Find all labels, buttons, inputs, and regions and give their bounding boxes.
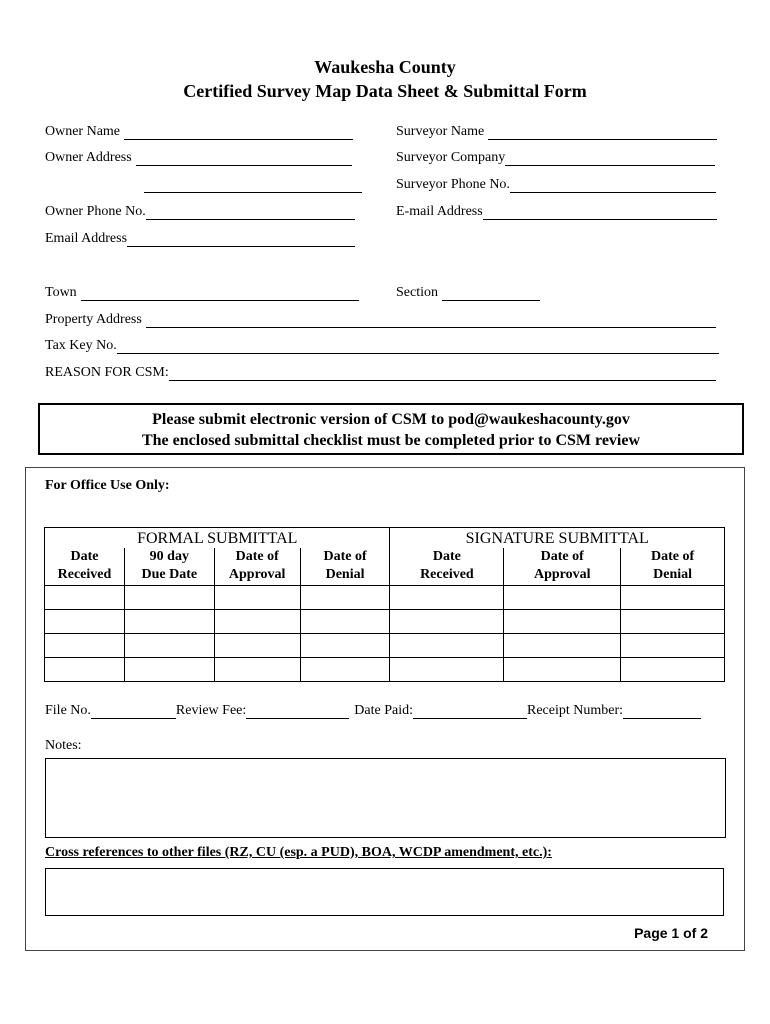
property-address-field[interactable] (146, 314, 716, 328)
table-cell[interactable] (390, 585, 504, 609)
table-cell[interactable] (300, 609, 390, 633)
submission-notice (38, 403, 744, 455)
owner-address-field[interactable] (136, 152, 352, 166)
owner-name-row (45, 122, 353, 140)
table-cell[interactable] (300, 657, 390, 681)
section-row (396, 283, 540, 301)
notes-box[interactable] (45, 758, 726, 838)
receipt-number-label: Receipt Number: (526, 703, 624, 718)
owner-address-field-2[interactable] (144, 179, 362, 193)
date-paid-label: Date Paid: (354, 703, 413, 718)
owner-address-row-2 (144, 175, 362, 193)
formal-submittal-header: FORMAL SUBMITTAL (45, 528, 390, 549)
town-field[interactable] (81, 287, 359, 301)
table-cell[interactable] (214, 657, 300, 681)
tax-key-field[interactable] (117, 340, 719, 354)
owner-phone-label: Owner Phone No. (45, 204, 146, 219)
town-row (45, 283, 359, 301)
signature-col-date-received: Date Received (390, 548, 504, 585)
table-cell[interactable] (621, 609, 725, 633)
table-cell[interactable] (214, 633, 300, 657)
surveyor-email-field[interactable] (483, 206, 717, 220)
date-paid-field[interactable] (413, 705, 527, 719)
surveyor-company-row (396, 148, 715, 166)
reason-label: REASON FOR CSM: (45, 365, 169, 380)
table-cell[interactable] (214, 585, 300, 609)
signature-submittal-header: SIGNATURE SUBMITTAL (390, 528, 725, 549)
fees-row (45, 701, 701, 719)
county-title: Waukesha County (314, 57, 456, 77)
tax-key-row (45, 336, 719, 354)
property-address-row (45, 310, 716, 328)
table-cell[interactable] (390, 609, 504, 633)
section-label: Section (396, 285, 438, 300)
table-row (45, 585, 725, 609)
surveyor-email-row (396, 202, 717, 220)
table-cell[interactable] (45, 633, 125, 657)
review-fee-label: Review Fee: (175, 703, 247, 718)
cross-references-box[interactable] (45, 868, 724, 916)
tax-key-label: Tax Key No. (45, 338, 117, 353)
table-cell[interactable] (621, 657, 725, 681)
table-cell[interactable] (124, 657, 214, 681)
town-label: Town (45, 285, 77, 300)
surveyor-company-field[interactable] (505, 152, 715, 166)
owner-phone-field[interactable] (146, 206, 355, 220)
owner-name-label: Owner Name (45, 124, 121, 139)
signature-col-date-approval: Date of Approval (504, 548, 621, 585)
surveyor-name-row (396, 122, 717, 140)
formal-col-date-approval: Date of Approval (214, 548, 300, 585)
table-cell[interactable] (621, 585, 725, 609)
surveyor-phone-label: Surveyor Phone No. (396, 177, 510, 192)
cross-references-label: Cross references to other files (RZ, CU (esp. a PUD), BOA, WCDP amendment, etc.): (45, 845, 552, 860)
table-cell[interactable] (300, 585, 390, 609)
table-cell[interactable] (390, 633, 504, 657)
table-cell[interactable] (300, 633, 390, 657)
owner-address-row (45, 148, 352, 166)
property-address-label: Property Address (45, 312, 142, 327)
table-row (45, 633, 725, 657)
table-cell[interactable] (45, 609, 125, 633)
table-cell[interactable] (504, 657, 621, 681)
table-cell[interactable] (621, 633, 725, 657)
table-cell[interactable] (124, 633, 214, 657)
surveyor-phone-row (396, 175, 716, 193)
table-cell[interactable] (504, 609, 621, 633)
reason-field[interactable] (169, 367, 716, 381)
table-row (45, 609, 725, 633)
owner-email-label: Email Address (45, 231, 128, 246)
surveyor-email-label: E-mail Address (396, 204, 483, 219)
section-field[interactable] (442, 287, 540, 301)
table-cell[interactable] (45, 657, 125, 681)
review-fee-field[interactable] (246, 705, 349, 719)
receipt-number-field[interactable] (623, 705, 701, 719)
office-use-label: For Office Use Only: (45, 478, 170, 493)
submittal-table (44, 527, 725, 682)
table-cell[interactable] (390, 657, 504, 681)
owner-email-field[interactable] (127, 233, 355, 247)
file-no-field[interactable] (91, 705, 176, 719)
owner-name-field[interactable] (124, 126, 353, 140)
surveyor-name-label: Surveyor Name (396, 124, 485, 139)
formal-col-due-date: 90 day Due Date (124, 548, 214, 585)
file-no-label: File No. (45, 703, 91, 718)
table-cell[interactable] (214, 609, 300, 633)
notice-line-2: The enclosed submittal checklist must be completed prior to CSM review (141, 432, 641, 449)
table-cell[interactable] (124, 585, 214, 609)
formal-col-date-received: Date Received (45, 548, 125, 585)
table-cell[interactable] (504, 633, 621, 657)
table-row (45, 657, 725, 681)
surveyor-company-label: Surveyor Company (396, 150, 506, 165)
surveyor-phone-field[interactable] (510, 179, 716, 193)
table-cell[interactable] (124, 609, 214, 633)
owner-address-label: Owner Address (45, 150, 132, 165)
formal-col-date-denial: Date of Denial (300, 548, 390, 585)
form-title: Certified Survey Map Data Sheet & Submittal Form (183, 81, 587, 101)
page-number: Page 1 of 2 (634, 925, 708, 941)
table-cell[interactable] (45, 585, 125, 609)
owner-phone-row (45, 202, 355, 220)
notice-line-1: Please submit electronic version of CSM to pod@waukeshacounty.gov (152, 411, 630, 428)
owner-email-row (45, 229, 355, 247)
surveyor-name-field[interactable] (488, 126, 717, 140)
notes-label: Notes: (45, 738, 82, 753)
reason-row (45, 363, 716, 381)
signature-col-date-denial: Date of Denial (621, 548, 725, 585)
table-cell[interactable] (504, 585, 621, 609)
